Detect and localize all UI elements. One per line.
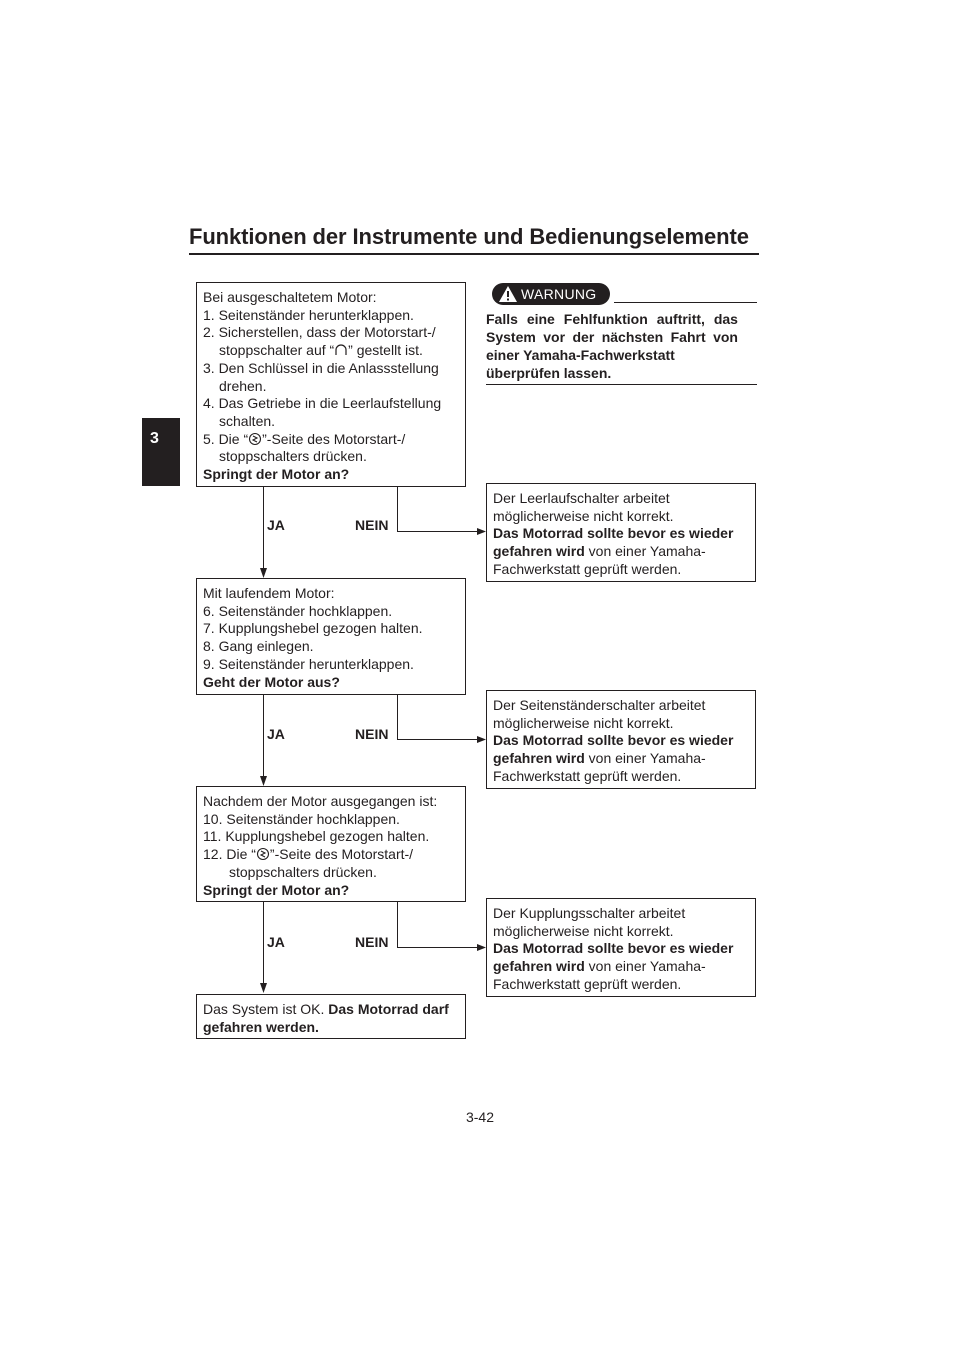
step-1-item: 2. Sicherstellen, dass der Motorstart-/	[203, 324, 436, 341]
fault-3-text: Der Kupplungsschalter arbeitet	[493, 905, 686, 921]
step-3-heading: Nachdem der Motor ausgegangen ist:	[203, 793, 438, 809]
fault-1-text: Fachwerkstatt geprüft werden.	[493, 560, 682, 577]
step-1-heading: Bei ausgeschaltetem Motor:	[203, 289, 377, 305]
page-title: Funktionen der Instrumente und Bedienungselemente	[189, 224, 749, 249]
step-1-item: 3. Den Schlüssel in die Anlassstellung	[203, 359, 439, 376]
step-3-item-cont: stoppschalters drücken.	[229, 863, 377, 880]
fault-1-box	[486, 483, 756, 582]
result-ok-text: gefahren werden.	[203, 1018, 319, 1035]
fault-1-text: möglicherweise nicht korrekt.	[493, 507, 674, 524]
fault-3-box	[486, 898, 756, 997]
fault-2-text: möglicherweise nicht korrekt.	[493, 714, 674, 731]
step-2-question: Geht der Motor aus?	[203, 673, 340, 690]
fault-2-text: Der Seitenständerschalter arbeitet	[493, 697, 706, 713]
warning-line: einer Yamaha-Fachwerkstatt	[486, 347, 675, 363]
fault-3-text: Fachwerkstatt geprüft werden.	[493, 975, 682, 992]
arrowhead-down-1	[260, 568, 267, 578]
warning-line: überprüfen lassen.	[486, 365, 612, 381]
step-1-box	[196, 282, 466, 487]
fault-1-text: gefahren wird von einer Yamaha-	[493, 543, 706, 560]
step-3-item: 10. Seitenständer hochklappen.	[203, 810, 400, 827]
step-1-item-cont: stoppschalter auf “ ” gestellt ist.	[219, 342, 423, 359]
no-connector-3	[398, 902, 479, 948]
step-3-item: 12. Die “ ”-Seite des Motorstart-/	[203, 846, 414, 863]
step-3-item: 11. Kupplungshebel gezogen halten.	[203, 828, 430, 845]
step-2-item: 9. Seitenständer herunterklappen.	[203, 655, 414, 672]
step-1-item-cont: drehen.	[219, 377, 267, 394]
yes-label-3: JA	[267, 934, 285, 950]
yes-label-1: JA	[267, 517, 285, 533]
fault-2-text: gefahren wird von einer Yamaha-	[493, 750, 706, 767]
warning-line: Falls eine Fehlfunktion auftritt, das	[486, 311, 738, 327]
step-2-box	[196, 578, 466, 695]
fault-1-bold: Das Motorrad sollte bevor es wieder	[493, 525, 734, 542]
start-switch-icon	[248, 432, 262, 446]
step-1-item-cont: schalten.	[219, 412, 276, 429]
warning-label: WARNUNG	[521, 286, 597, 302]
step-3-question: Springt der Motor an?	[203, 881, 350, 898]
step-3-box	[196, 786, 466, 902]
fault-2-text: Fachwerkstatt geprüft werden.	[493, 767, 682, 784]
no-label-1: NEIN	[355, 517, 389, 533]
no-connector-1	[398, 487, 479, 532]
arrowhead-down-2	[260, 776, 267, 786]
no-label-3: NEIN	[355, 934, 389, 950]
step-2-item: 8. Gang einlegen.	[203, 638, 314, 655]
warning-rule-bottom	[486, 384, 757, 385]
step-2-item: 6. Seitenständer hochklappen.	[203, 602, 393, 619]
fault-2-bold: Das Motorrad sollte bevor es wieder	[493, 732, 734, 749]
no-label-2: NEIN	[355, 726, 389, 742]
warning-rule-top	[614, 302, 757, 303]
fault-3-text: möglicherweise nicht korrekt.	[493, 922, 674, 939]
warning-icon	[498, 285, 518, 303]
step-1-item: 4. Das Getriebe in die Leerlaufstellung	[203, 395, 442, 412]
fault-2-box	[486, 690, 756, 789]
chapter-number: 3	[150, 430, 159, 447]
step-2-heading: Mit laufendem Motor:	[203, 585, 335, 601]
fault-3-text: gefahren wird von einer Yamaha-	[493, 958, 706, 975]
fault-1-text: Der Leerlaufschalter arbeitet	[493, 490, 670, 506]
step-1-question: Springt der Motor an?	[203, 466, 350, 483]
arrowhead-down-3	[260, 983, 267, 993]
page-number: 3-42	[465, 1109, 495, 1125]
warning-badge	[492, 283, 610, 305]
engine-off-icon	[334, 344, 348, 356]
fault-3-bold: Das Motorrad sollte bevor es wieder	[493, 940, 734, 957]
result-ok-text: Das System ist OK. Das Motorrad darf	[203, 1001, 449, 1017]
arrowhead-right-2	[477, 736, 486, 743]
arrowhead-right-3	[477, 944, 486, 951]
step-1-item: 1. Seitenständer herunterklappen.	[203, 306, 414, 323]
arrowhead-right-1	[477, 528, 486, 535]
no-connector-2	[398, 695, 479, 740]
step-2-item: 7. Kupplungshebel gezogen halten.	[203, 620, 423, 637]
step-1-item-cont: stoppschalters drücken.	[219, 448, 367, 465]
step-1-item: 5. Die “ ”-Seite des Motorstart-/	[203, 430, 406, 447]
warning-line: System vor der nächsten Fahrt von	[486, 329, 738, 345]
start-switch-icon	[256, 847, 270, 861]
yes-label-2: JA	[267, 726, 285, 742]
warning-text	[486, 310, 748, 382]
result-ok-box	[196, 994, 466, 1039]
